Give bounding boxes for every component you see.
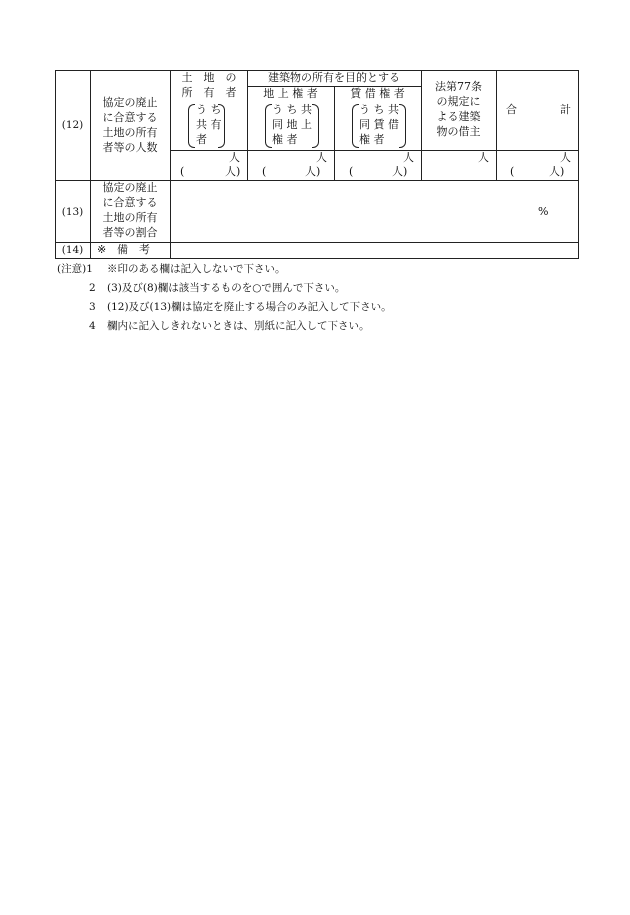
surface-bracket-right [312, 104, 319, 148]
lease-bracket-right [399, 104, 406, 148]
surface-sub-line: 権 者 [272, 133, 298, 146]
owner-bracket-left [188, 104, 195, 148]
row14-label: 備 考 [117, 243, 150, 256]
art77-line: よる建築 [436, 110, 481, 123]
art77-line: 物の借主 [436, 125, 481, 138]
owner-paren-unit: 人) [225, 165, 241, 178]
note-prefix: 2 [89, 282, 96, 294]
surface-unit: 人 [316, 151, 327, 164]
row14-number: (14) [61, 244, 84, 256]
surface-sub-line: 同 地 上 [272, 118, 312, 131]
row13-number: (13) [61, 206, 84, 218]
total-paren-open: ( [510, 165, 515, 178]
rule-left [55, 70, 56, 259]
row13-label-line: 協定の廃止 [102, 181, 158, 194]
lease-header: 賃 借 権 者 [350, 87, 405, 100]
lease-sub-line: う ち 共 [359, 103, 399, 116]
owner-header-line: 所 有 者 [181, 86, 237, 99]
lease-sub-line: 権 者 [359, 133, 385, 146]
note-prefix: (注意)1 [57, 263, 93, 275]
total-paren-unit: 人) [549, 165, 565, 178]
row12-label-line: に合意する [102, 111, 158, 124]
row12-label-line: 土地の所有 [102, 126, 158, 139]
note-text: 欄内に記入しきれないときは、別紙に記入して下さい。 [107, 320, 370, 332]
rule-art77-col [496, 70, 497, 181]
rule-table-bottom [55, 258, 578, 259]
total-header-right: 計 [560, 103, 571, 116]
rule-right [578, 70, 579, 259]
row12-number: (12) [61, 119, 84, 131]
row13-label-line: 土地の所有 [102, 211, 158, 224]
owner-sub-line: う ち [196, 103, 222, 116]
rule-label-col [170, 70, 171, 259]
lease-bracket-left [352, 104, 359, 148]
row12-label-line: 者等の人数 [102, 141, 158, 154]
surface-bracket-left [265, 104, 272, 148]
lease-paren-unit: 人) [392, 165, 408, 178]
group-header: 建築物の所有を目的とする [268, 71, 400, 84]
lease-sub-line: 同 賃 借 [359, 118, 399, 131]
row14-mark: ※ [97, 243, 107, 256]
surface-sub-line: う ち 共 [272, 103, 312, 116]
total-header-left: 合 [506, 103, 517, 116]
note-prefix: 4 [89, 320, 96, 332]
row13-label-line: に合意する [102, 196, 158, 209]
note-prefix: 3 [89, 301, 96, 313]
surface-header: 地 上 権 者 [263, 87, 318, 100]
art77-line: の規定に [436, 95, 481, 108]
surface-paren-unit: 人) [305, 165, 321, 178]
total-unit: 人 [560, 151, 571, 164]
owner-sub-line: 共 有 [196, 118, 222, 131]
lease-unit: 人 [403, 151, 414, 164]
note-text: ※印のある欄は記入しないで下さい。 [107, 263, 286, 275]
owner-unit: 人 [229, 151, 240, 164]
art77-line: 法第77条 [435, 80, 482, 93]
row12-label-line: 協定の廃止 [102, 96, 158, 109]
art77-unit: 人 [478, 151, 489, 164]
owner-paren-open: ( [180, 165, 185, 178]
note-text: (3)及び(8)欄は該当するものを○で囲んで下さい。 [107, 282, 346, 294]
note-text: (12)及び(13)欄は協定を廃止する場合のみ記入して下さい。 [107, 301, 392, 313]
lease-paren-open: ( [349, 165, 354, 178]
surface-paren-open: ( [262, 165, 267, 178]
owner-header-line: 土 地 の [181, 71, 237, 84]
row13-percent-unit: % [538, 205, 549, 218]
row13-label-line: 者等の割合 [102, 226, 158, 239]
owner-sub-line: 者 [196, 133, 207, 146]
